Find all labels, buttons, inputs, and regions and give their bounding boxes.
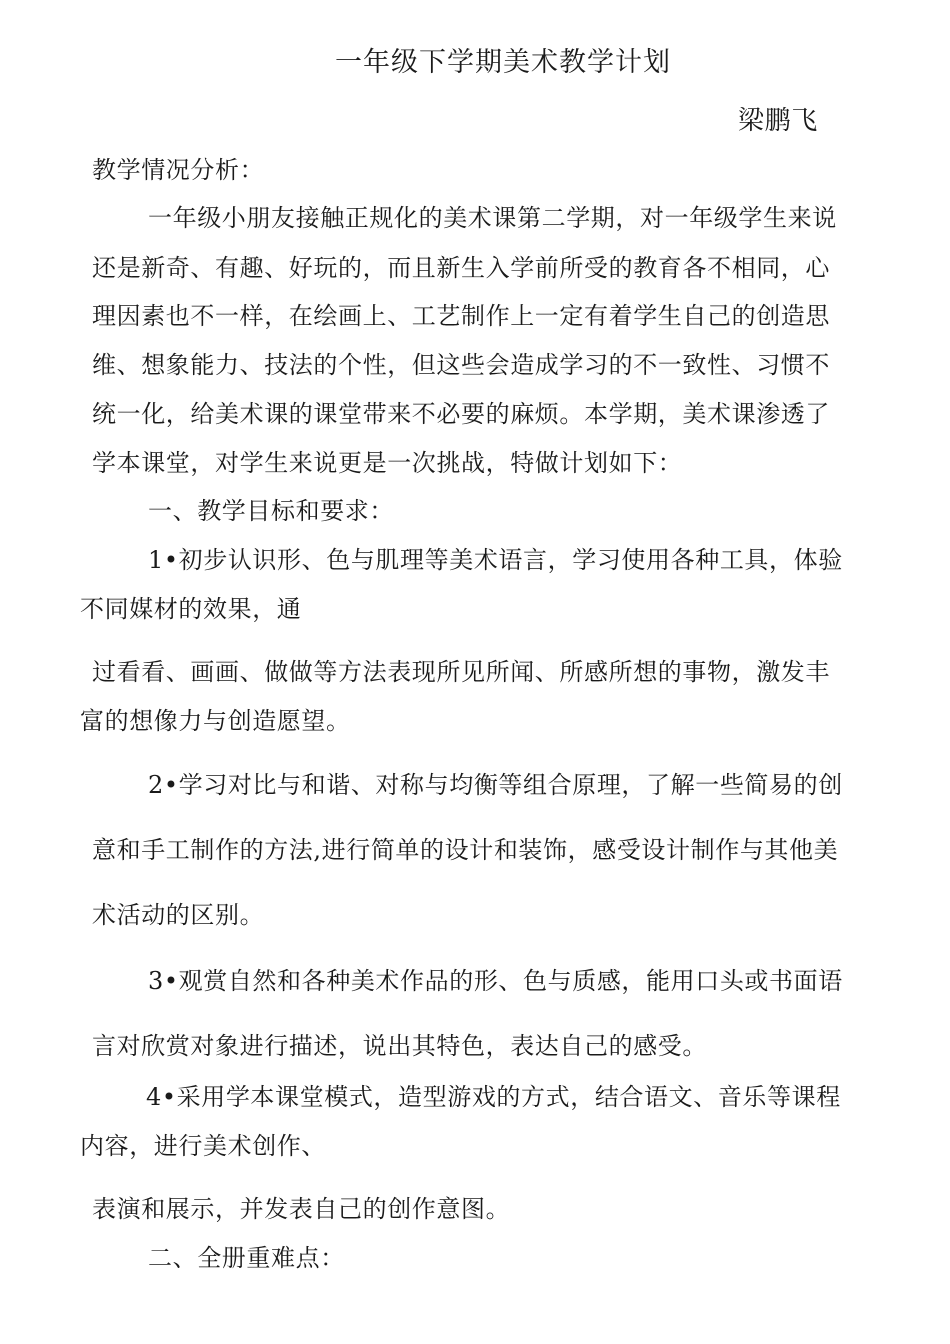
item2-line: 意和手工制作的方法,进行简单的设计和装饰，感受设计制作与其他美 [92,836,839,864]
author-name: 梁鹏飞 [738,106,818,136]
item1-line: 富的想像力与创造愿望。 [80,707,351,735]
item4-line: 内容，进行美术创作、 [80,1132,326,1160]
analysis-line: 维、想象能力、技法的个性，但这些会造成学习的不一致性、习惯不 [92,351,830,379]
heading-analysis: 教学情况分析： [92,156,265,184]
document-title: 一年级下学期美术教学计划 [335,47,671,78]
item4-line: 表演和展示，并发表自己的创作意图。 [92,1195,511,1223]
analysis-line: 学本课堂，对学生来说更是一次挑战，特做计划如下： [92,449,683,477]
item1-line: 过看看、画画、做做等方法表现所见所闻、所感所想的事物，激发丰 [92,658,830,686]
analysis-line: 理因素也不一样，在绘画上、工艺制作上一定有着学生自己的创造思 [92,302,830,330]
item1-line: 1•初步认识形、色与肌理等美术语言，学习使用各种工具，体验 [148,546,843,574]
analysis-line: 一年级小朋友接触正规化的美术课第二学期，对一年级学生来说 [148,204,837,232]
item3-line: 3•观赏自然和各种美术作品的形、色与质感，能用口头或书面语 [148,967,843,995]
item4-line: 4•采用学本课堂模式，造型游戏的方式，结合语文、音乐等课程 [146,1083,841,1111]
item2-line: 2•学习对比与和谐、对称与均衡等组合原理，了解一些简易的创 [148,771,843,799]
item2-line: 术活动的区别。 [92,901,265,929]
section1-heading: 一、教学目标和要求： [148,497,394,525]
section2-heading: 二、全册重难点： [148,1244,345,1272]
analysis-line: 统一化，给美术课的课堂带来不必要的麻烦。本学期，美术课渗透了 [92,400,830,428]
analysis-line: 还是新奇、有趣、好玩的，而且新生入学前所受的教育各不相同，心 [92,254,830,282]
item1-line: 不同媒材的效果，通 [80,595,302,623]
item3-line: 言对欣赏对象进行描述，说出其特色，表达自己的感受。 [92,1032,707,1060]
